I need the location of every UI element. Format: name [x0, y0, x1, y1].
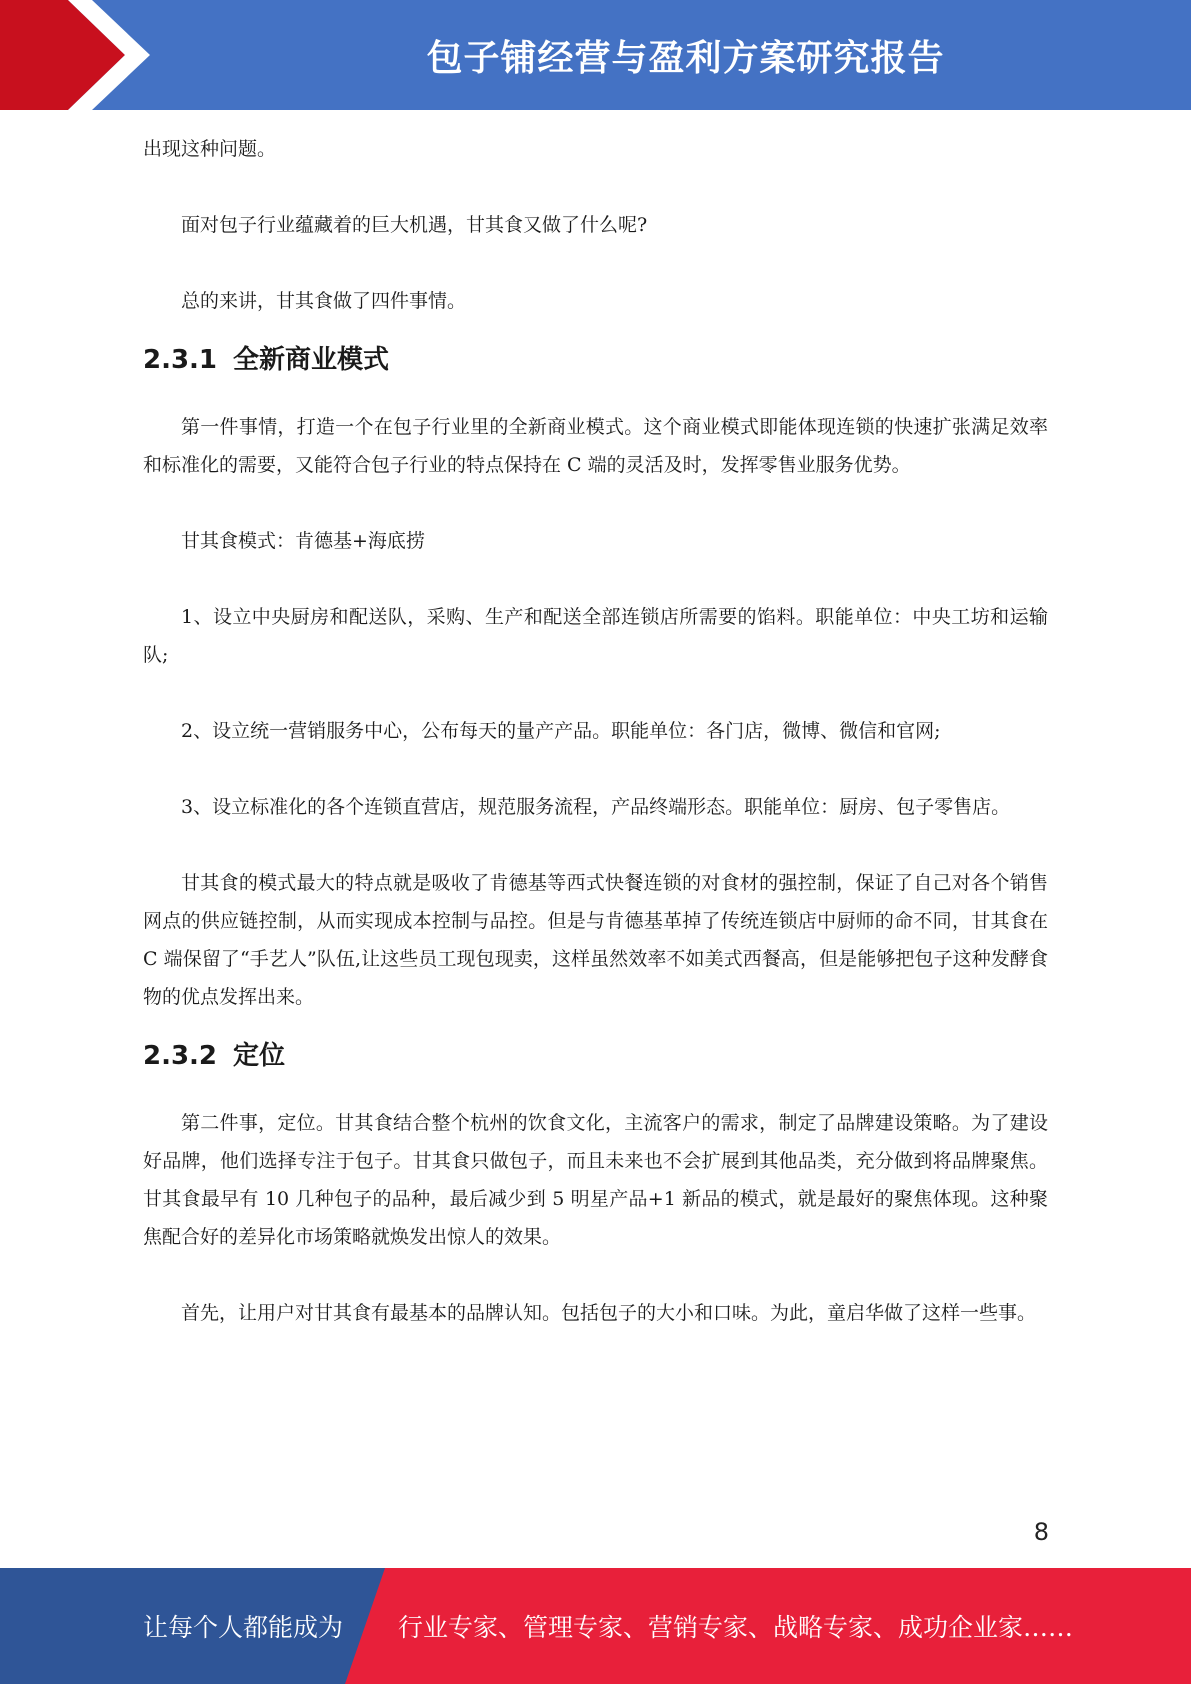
- paragraph: 首先，让用户对甘其食有最基本的品牌认知。包括包子的大小和口味。为此，童启华做了这样一些事。: [181, 1302, 1037, 1324]
- paragraph: 3、设立标准化的各个连锁直营店，规范服务流程，产品终端形态。职能单位：厨房、包子零售店。: [181, 796, 1011, 818]
- header-title: 包子铺经营与盈利方案研究报告: [426, 37, 945, 79]
- section-number: 2.3.2: [143, 1041, 218, 1071]
- page-footer: [0, 1568, 1191, 1684]
- section-heading-2-3-1: [143, 340, 1048, 380]
- section-heading-2-3-2: [143, 1036, 1048, 1076]
- paragraph: 出现这种问题。: [143, 138, 277, 160]
- paragraph: 面对包子行业蕴藏着的巨大机遇，甘其食又做了什么呢?: [181, 214, 648, 236]
- paragraph: 甘其食模式：肯德基+海底捞: [181, 530, 425, 552]
- section-number: 2.3.1: [143, 345, 218, 375]
- section-title: 定位: [233, 1041, 286, 1071]
- page-header: [0, 0, 1191, 110]
- paragraph: 第一件事情，打造一个在包子行业里的全新商业模式。这个商业模式即能体现连锁的快速扩张满足效率和标准化的需要，又能符合包子行业的特点保持在 C 端的灵活及时，发挥零售业服务优势。: [143, 416, 1048, 476]
- document-body: [143, 130, 1048, 1332]
- paragraph: 甘其食的模式最大的特点就是吸收了肯德基等西式快餐连锁的对食材的强控制，保证了自己对各个销售网点的供应链控制，从而实现成本控制与品控。但是与肯德基革掉了传统连锁店中厨师的命不同，甘其食在 C 端保留了“手艺人”队伍,让这些员工现包现卖，这样虽然效率不如美式西餐高，但是能够把包子这种发酵食物的优点发挥出来。: [143, 872, 1048, 1008]
- paragraph: 2、设立统一营销服务中心，公布每天的量产产品。职能单位：各门店，微博、微信和官网;: [181, 720, 941, 742]
- header-chevron-decoration: [0, 0, 160, 110]
- paragraph: 总的来讲，甘其食做了四件事情。: [181, 290, 467, 312]
- paragraph: 1、设立中央厨房和配送队，采购、生产和配送全部连锁店所需要的馅料。职能单位：中央工坊和运输队;: [143, 606, 1048, 666]
- section-title: 全新商业模式: [233, 345, 390, 375]
- page-number: 8: [1033, 1518, 1049, 1546]
- paragraph: 第二件事，定位。甘其食结合整个杭州的饮食文化，主流客户的需求，制定了品牌建设策略。为了建设好品牌，他们选择专注于包子。甘其食只做包子，而且未来也不会扩展到其他品类，充分做到将品牌聚焦。甘其食最早有 10 几种包子的品种，最后减少到 5 明星产品+1 新品的模式，就是最好的聚焦体现。这种聚焦配合好的差异化市场策略就焕发出惊人的效果。: [143, 1112, 1048, 1248]
- footer-slogan-left: 让每个人都能成为: [143, 1613, 344, 1642]
- footer-slogan-right: 行业专家、管理专家、营销专家、战略专家、成功企业家……: [398, 1613, 1074, 1642]
